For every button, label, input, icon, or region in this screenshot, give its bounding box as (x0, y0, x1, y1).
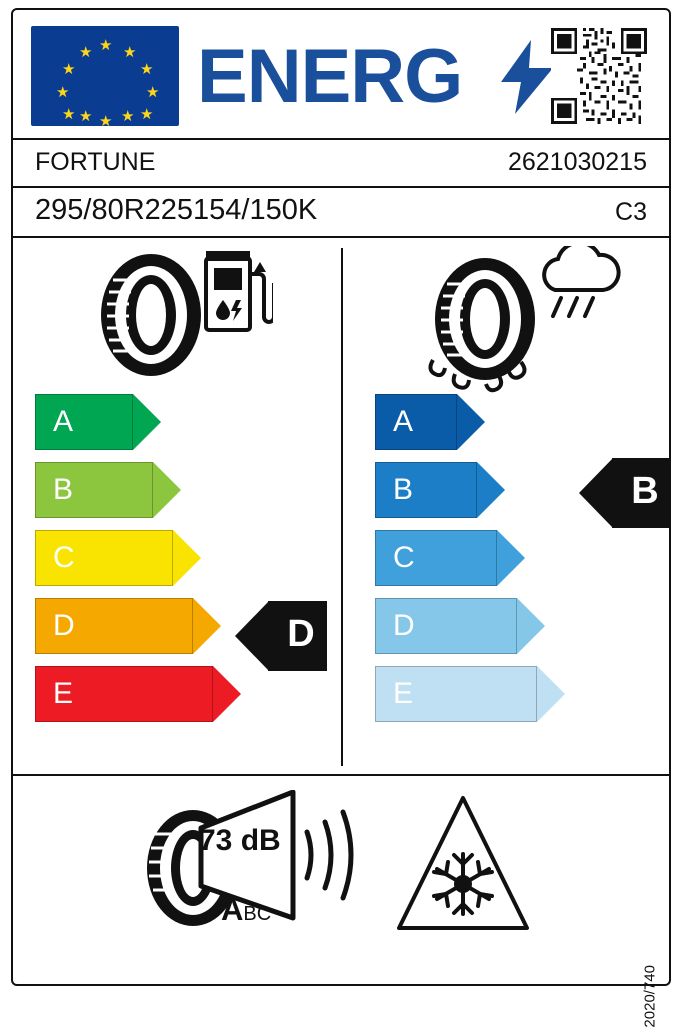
page-title: ENERG (197, 34, 463, 119)
tyre-wet-icon (425, 256, 543, 401)
grade-letter: B (53, 473, 74, 506)
fuel-pump-icon (203, 248, 273, 339)
grade-letter: C (53, 541, 75, 574)
tyre-size: 295/80R225154/150K (35, 194, 318, 226)
wet-rating-value: B (631, 470, 659, 512)
tyre-class: C3 (615, 198, 647, 226)
column-divider (341, 248, 343, 766)
noise-value: 73 dB (199, 824, 281, 857)
noise-class (221, 892, 271, 928)
grade-letter: A (393, 405, 414, 438)
eu-flag-icon: ★ ★ ★ ★ ★ ★ ★ ★ ★ ★ ★ ★ (31, 26, 179, 126)
wet-rating-pointer (579, 458, 671, 528)
energy-label (11, 8, 671, 1028)
grade-letter: A (53, 405, 74, 438)
grade-letter: C (393, 541, 415, 574)
grade-letter: B (393, 473, 414, 506)
fuel-rating-value: D (287, 613, 315, 655)
snowflake-mountain-icon (393, 792, 533, 937)
tyre-icon (99, 252, 203, 383)
noise-class-selected: A (221, 892, 244, 927)
qr-code-icon (551, 28, 647, 124)
grade-letter: D (393, 609, 415, 642)
lightning-bolt-icon (501, 40, 553, 114)
noise-snow-section (13, 774, 669, 1028)
rain-cloud-icon (533, 246, 623, 343)
noise-class-rest: BC (243, 903, 272, 925)
grade-letter: E (53, 677, 74, 710)
label-header (13, 10, 669, 138)
label-date: 2020/740 (642, 965, 659, 1028)
ratings-section (13, 236, 669, 774)
grade-letter: D (53, 609, 75, 642)
grade-letter: E (393, 677, 414, 710)
brand-name: FORTUNE (35, 148, 156, 176)
type-code: 2621030215 (507, 148, 647, 176)
brand-row (13, 138, 669, 186)
fuel-rating-pointer (235, 601, 327, 671)
size-row (13, 186, 669, 236)
